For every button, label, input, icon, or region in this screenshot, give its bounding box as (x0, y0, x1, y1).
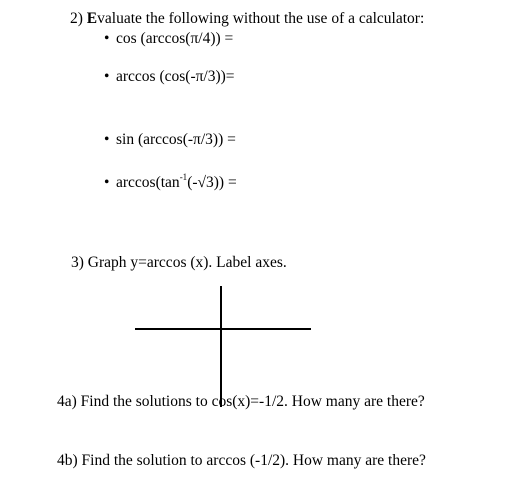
question-2-item-2 (104, 68, 235, 86)
question-2-item-4-text-after: (-√3)) = (187, 174, 237, 191)
bullet-icon: • (104, 131, 110, 148)
question-4a: 4a) Find the solutions to cos(x)=-1/2. How many are there? (57, 393, 425, 410)
question-4b: 4b) Find the solution to arccos (-1/2). How many are there? (57, 452, 426, 469)
bullet-icon: • (104, 30, 110, 47)
bullet-icon: • (104, 68, 110, 85)
question-2-heading-lead: E (86, 10, 98, 27)
question-2-item-3 (104, 131, 236, 149)
question-3: 3) Graph y=arccos (x). Label axes. (71, 254, 287, 271)
question-2-number: 2) (70, 10, 87, 27)
question-2-item-1-text: cos (arccos(π/4)) = (116, 30, 234, 47)
question-2-item-4-text-before: arccos(tan (116, 174, 180, 191)
question-2-item-3-text: sin (arccos(-π/3)) = (116, 131, 236, 148)
question-2-heading (70, 10, 424, 28)
bullet-icon: • (104, 174, 110, 191)
question-2-heading-rest: valuate the following without the use of a calculator: (97, 10, 425, 27)
question-2-item-4 (104, 171, 237, 192)
question-2-item-1 (104, 30, 233, 48)
question-2-item-2-text: arccos (cos(-π/3))= (116, 68, 235, 85)
inverse-superscript: -1 (179, 171, 188, 182)
